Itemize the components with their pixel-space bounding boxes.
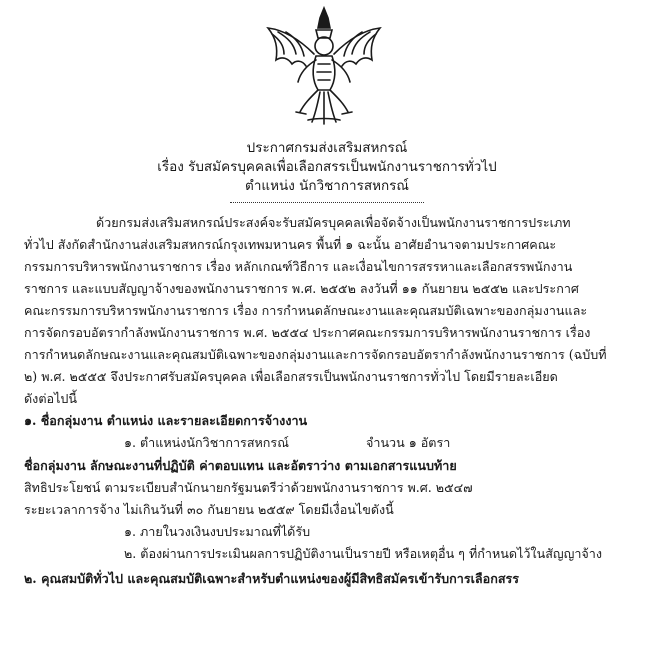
paragraph-line: การจัดกรอบอัตรากำลังพนักงานราชการ พ.ศ. ๒๕๕๔ ประกาศคณะกรรมการบริหารพนักงานราชการ เรื่อง [24,325,591,340]
position-count: จำนวน ๑ อัตรา [366,435,451,450]
paragraph-line: ด้วยกรมส่งเสริมสหกรณ์ประสงค์จะรับสมัครบุคคลเพื่อจัดจ้างเป็นพนักงานราชการประเภท [96,215,571,230]
paragraph-line: การกำหนดลักษณะงานและคุณสมบัติเฉพาะของกลุ่มงานและการจัดกรอบอัตรากำลังพนักงานราชการ (ฉบับที่ [24,347,607,362]
announcement-subject: เรื่อง รับสมัครบุคคลเพื่อเลือกสรรเป็นพนักงานราชการทั่วไป [157,159,497,175]
section-1-title: ๑. ชื่อกลุ่มงาน ตำแหน่ง และรายละเอียดการจ้างงาน [24,413,308,428]
section-2-title: ๒. คุณสมบัติทั่วไป และคุณสมบัติเฉพาะสำหรับตำแหน่งของผู้มีสิทธิสมัครเข้ารับการเลือกสรร [24,571,520,586]
benefits-line: สิทธิประโยชน์ ตามระเบียบสำนักนายกรัฐมนตรีว่าด้วยพนักงานราชการ พ.ศ. ๒๕๔๗ [24,480,473,495]
paragraph-line: คณะกรรมการบริหารพนักงานราชการ เรื่อง การกำหนดลักษณะงานและคุณสมบัติเฉพาะของกลุ่มงานและ [24,303,588,318]
employment-period: ระยะเวลาการจ้าง ไม่เกินวันที่ ๓๐ กันยายน ๒๕๕๙ โดยมีเงื่อนไขดังนี้ [24,502,394,517]
header-divider [230,202,424,203]
paragraph-line: ทั่วไป สังกัดสำนักงานส่งเสริมสหกรณ์กรุงเทพมหานคร พื้นที่ ๑ ฉะนั้น อาศัยอำนาจตามประกาศคณะ [24,237,557,252]
announcement-issuer: ประกาศกรมส่งเสริมสหกรณ์ [246,140,408,156]
condition-item: ๑. ภายในวงเงินงบประมาณที่ได้รับ [124,524,311,539]
condition-item: ๒. ต้องผ่านการประเมินผลการปฏิบัติงานเป็นรายปี หรือเหตุอื่น ๆ ที่กำหนดไว้ในสัญญาจ้าง [124,546,603,561]
group-info-title: ชื่อกลุ่มงาน ลักษณะงานที่ปฏิบัติ ค่าตอบแทน และอัตราว่าง ตามเอกสารแนบท้าย [24,458,457,473]
position-item: ๑. ตำแหน่งนักวิชาการสหกรณ์ [124,435,289,450]
announcement-position: ตำแหน่ง นักวิชาการสหกรณ์ [245,178,409,194]
paragraph-line: กรรมการบริหารพนักงานราชการ เรื่อง หลักเกณฑ์วิธีการ และเงื่อนไขการสรรหาและเลือกสรรพนักงาน [24,259,573,274]
garuda-emblem-icon [262,4,386,126]
paragraph-line: ราชการ และแบบสัญญาจ้างของพนักงานราชการ พ.ศ. ๒๕๕๒ ลงวันที่ ๑๑ กันยายน ๒๕๕๒ และประกาศ [24,281,579,296]
paragraph-line: ๒) พ.ศ. ๒๕๕๕ จึงประกาศรับสมัครบุคคล เพื่อเลือกสรรเป็นพนักงานราชการทั่วไป โดยมีรายละเอียด [24,369,558,384]
paragraph-line: ดังต่อไปนี้ [24,391,78,406]
